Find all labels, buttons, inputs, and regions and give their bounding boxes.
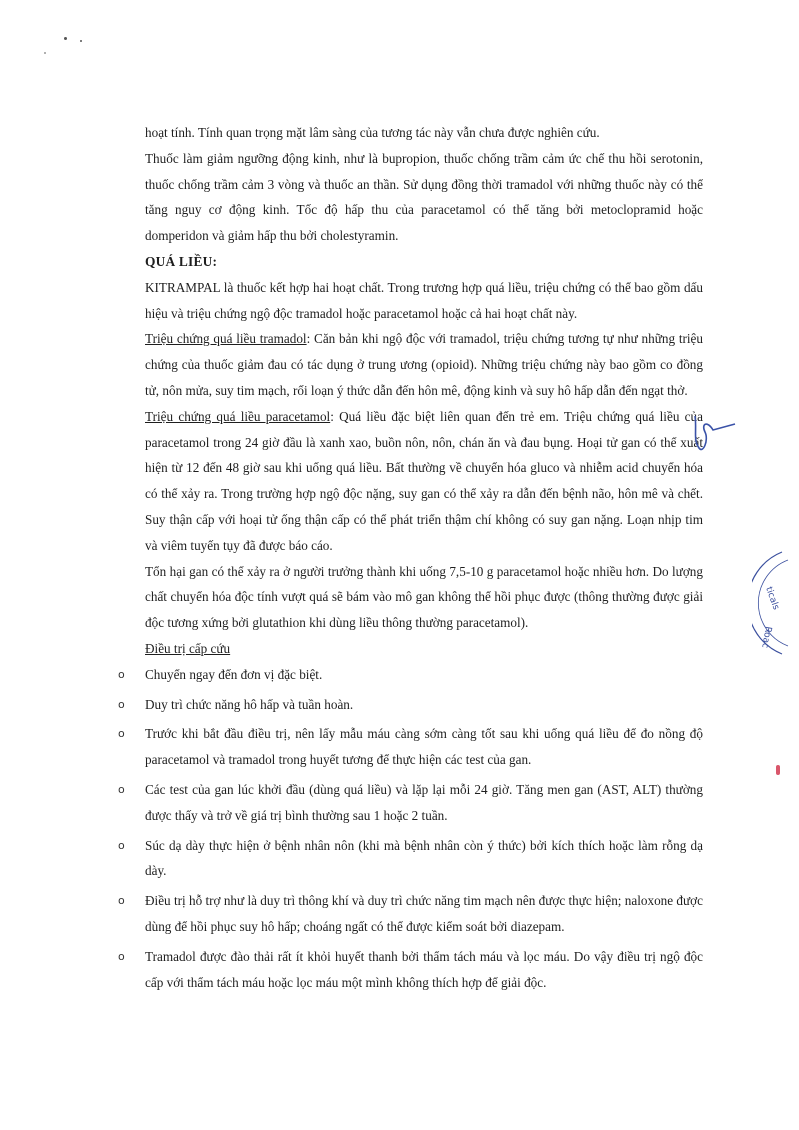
red-mark [776, 765, 780, 775]
subheading-emergency: Điều trị cấp cứu [145, 640, 231, 656]
signature-mark [685, 410, 745, 460]
bullet-icon: o [118, 949, 125, 963]
bullet-icon: o [118, 782, 125, 796]
list-item: o Chuyển ngay đến đơn vị đặc biệt. [145, 662, 703, 688]
list-item: o Tramadol được đào thải rất ít khỏi huyết thanh bởi thẩm tách máu và lọc máu. Do vậy điều trị ngộ độc cấp với thẩm tách máu hoặc lọc máu một mình không thích hợp để giải độc. [145, 944, 703, 996]
emergency-list [118, 662, 703, 996]
paragraph: hoạt tính. Tính quan trọng mặt lâm sàng của tương tác này vẫn chưa được nghiên cứu. [145, 125, 600, 140]
paragraph-tramadol [145, 326, 703, 403]
paragraph: KITRAMPAL là thuốc kết hợp hai hoạt chất. Trong trương hợp quá liều, triệu chứng có thể bao gồm dấu hiệu và triệu chứng ngộ độc tramadol hoặc paracetamol hoặc cả hai hoạt chất này. [145, 279, 703, 321]
paragraph-text: : Căn bản khi ngộ độc với tramadol, triệu chứng tương tự như những triệu chứng của thuốc giảm đau có tác dụng ở trung ương (opioid). Những triệu chứng này bao gồm co đồng tử, nôn mửa, suy tim mạch, rối loạn ý thức dẫn đến hôn mê, động kinh và suy hô hấp dẫn đến ngạt thở. [145, 331, 704, 398]
scan-speck [80, 40, 82, 42]
scan-speck [64, 37, 67, 40]
paragraph-text: : Quá liều đặc biệt liên quan đến trẻ em. Triệu chứng quá liều của paracetamol trong 24 giờ đầu là xanh xao, buồn nôn, nôn, chán ăn và đau bụng. Hoại tử gan có thể xuất hiện từ 12 đến 48 giờ sau khi uống quá liều. Bất thường về chuyển hóa gluco và nhiễm acid chuyển hóa có thể xảy ra. Trong trường hợp ngộ độc nặng, suy gan có thể xảy ra dẫn đến bệnh não, hôn mê và chết. Suy thận cấp với hoại tử ống thận cấp có thể phát triển thậm chí không có suy gan nặng. Loạn nhịp tim và viêm tuyến tụy đã được báo cáo. [145, 408, 703, 553]
section-heading-overdose: QUÁ LIỀU: [145, 253, 218, 269]
paragraph: Thuốc làm giảm ngưỡng động kinh, như là bupropion, thuốc chống trầm cảm ức chế thu hồi serotonin, thuốc chống trầm cảm 3 vòng và thuốc an thần. Sử dụng đồng thời tramadol với những thuốc này có thể tăng nguy cơ động kinh. Tốc độ hấp thu của paracetamol có thể tăng bởi metoclopramid hoặc domperidon và giảm hấp thu bởi cholestyramin. [145, 150, 703, 244]
stamp-mark [752, 548, 792, 658]
list-item: o Duy trì chức năng hô hấp và tuần hoàn. [145, 692, 703, 718]
bullet-icon: o [118, 727, 125, 741]
paragraph: Tổn hại gan có thể xảy ra ở người trưởng thành khi uống 7,5-10 g paracetamol hoặc nhiều hơn. Do lượng chất chuyển hóa độc tính vượt quá sẽ bám vào mô gan không thể hồi phục được (thông thường được giải độc tương xứng bởi glutathion khi dùng liều thông thường paracetamol). [145, 563, 703, 631]
bullet-icon: o [118, 697, 125, 711]
svg-text:ticals: ticals [763, 585, 781, 612]
bullet-icon: o [118, 838, 125, 852]
subheading-tramadol: Triệu chứng quá liều tramadol [145, 331, 307, 347]
bullet-icon: o [118, 667, 125, 681]
bullet-icon: o [118, 894, 125, 908]
svg-text:Roac: Roac [759, 625, 773, 649]
list-item: o Súc dạ dày thực hiện ở bệnh nhân nôn (khi mà bệnh nhân còn ý thức) bởi kích thích hoặc làm rỗng dạ dày. [145, 833, 703, 885]
list-item: o Điều trị hỗ trợ như là duy trì thông khí và duy trì chức năng tim mạch nên được thực hiện; naloxone được dùng để hồi phục suy hô hấp; choáng ngất có thể được kiểm soát bởi diazepam. [145, 888, 703, 940]
document-body [118, 120, 704, 999]
list-item: o Trước khi bắt đầu điều trị, nên lấy mẫu máu càng sớm càng tốt sau khi uống quá liều để đo nồng độ paracetamol và tramadol trong huyết tương để thực hiện các test của gan. [145, 721, 703, 773]
paragraph-paracetamol [145, 404, 703, 559]
scan-speck [44, 52, 46, 54]
list-item: o Các test của gan lúc khởi đầu (dùng quá liều) và lặp lại mỗi 24 giờ. Tăng men gan (AST, ALT) thường được thấy và trở về giá trị bình thường sau 1 hoặc 2 tuần. [145, 777, 703, 829]
subheading-paracetamol: Triệu chứng quá liều paracetamol [145, 408, 331, 424]
